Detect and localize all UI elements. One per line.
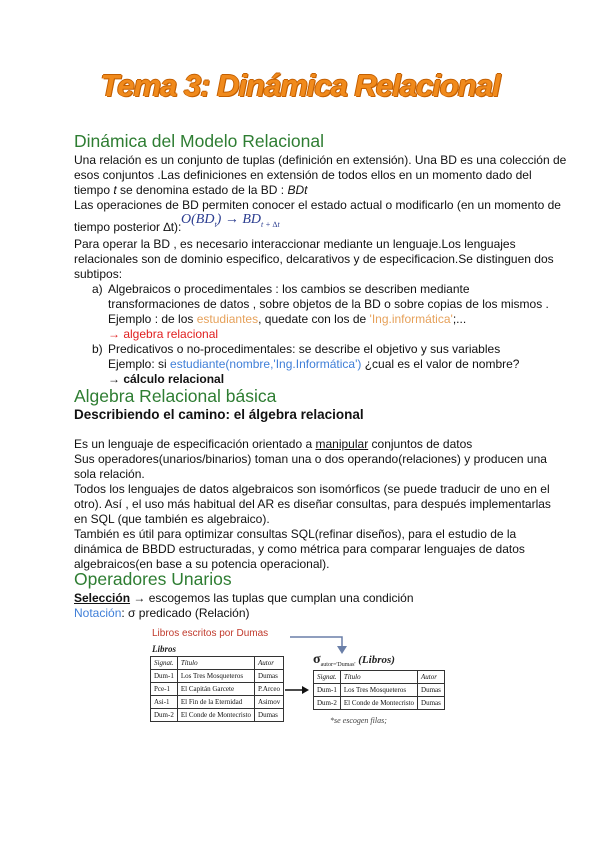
t: Notación [74, 606, 122, 620]
cell: Dumas [255, 709, 284, 722]
s1-line-2: esos conjuntos .Las definiciones en extensión de todos ellos en un momento dado del [74, 168, 532, 182]
s2-line-5: otro). Así , el uso más habitual del AR es diseñar consultas, para después implementarlas [74, 497, 551, 511]
s1-line-6: Para operar la BD , es necesario interaccionar mediante un lenguaje.Los lenguajes [74, 237, 516, 251]
cell: Los Tres Mosqueteros [340, 684, 417, 697]
item-b-result: → cálculo relacional [108, 372, 225, 386]
cell: Dum-1 [314, 684, 341, 697]
table-header-row [151, 657, 284, 670]
t: Ejemplo: si [108, 357, 171, 371]
col-header: Signat. [314, 671, 341, 684]
cell: Dum-2 [151, 709, 178, 722]
operation-formula [181, 212, 280, 229]
figure-table-name: Libros [152, 644, 177, 654]
item-a-line-1: Algebraicos o procedimentales : los cambios se describen mediante [108, 282, 470, 296]
t: Ejemplo : de los [108, 312, 197, 326]
t: estudiantes [196, 312, 259, 326]
s1-line-8: subtipos: [74, 267, 123, 281]
col-header: Título [340, 671, 417, 684]
t: conjuntos de datos [368, 437, 473, 451]
t: → escogemos las tuplas que cumplan una condición [130, 591, 414, 605]
text: se denomina estado de la BD : [116, 183, 288, 197]
f: O(BD [181, 212, 215, 227]
s2-line-8: dinámica de BBDD estructuradas, y como métrica para comparar lenguajes de datos [74, 542, 525, 556]
cell: Dumas [255, 670, 284, 683]
right-arrow-head [302, 686, 309, 694]
cell: Pce-1 [151, 683, 178, 696]
var-bdt: BDt [287, 183, 308, 197]
notacion-line [74, 606, 250, 621]
s2-line-6: en SQL (que también es algebraico). [74, 512, 270, 526]
t: Selección [74, 591, 131, 605]
col-header: Signat. [151, 657, 178, 670]
s1-line-7: relacionales son de dominio especifico, delcarativos y de especificacion.Se distinguen dos [74, 252, 554, 266]
list-marker-b: b) [92, 342, 103, 356]
t: manipular [315, 437, 369, 451]
s2-line-9: algebraicos(en base a su potencia operacional). [74, 557, 330, 571]
heading-dinamica: Dinámica del Modelo Relacional [74, 131, 324, 151]
list-marker-a: a) [92, 282, 103, 296]
cell: Dumas [418, 697, 445, 710]
cell: Dum-2 [314, 697, 341, 710]
s1-line-4: Las operaciones de BD permiten conocer el estado actual o modificarlo (en un momento de [74, 198, 561, 212]
cell: El Capitán Garcete [177, 683, 254, 696]
cell: Asi-1 [151, 696, 178, 709]
table-row [151, 696, 284, 709]
predicate: autor='Dumas' [320, 662, 356, 669]
var-t: t [113, 183, 117, 197]
cell: Los Tres Mosqueteros [177, 670, 254, 683]
down-arrow-icon [290, 637, 342, 648]
item-b-line-1: Predicativos o no-procedimentales: se describe el objetivo y sus variables [108, 342, 501, 356]
s2-line-1 [74, 437, 472, 452]
col-header: Autor [418, 671, 445, 684]
table-row [314, 697, 445, 710]
t: Es un lenguaje de especificación orientado a [74, 437, 316, 451]
s2-line-4: Todos los lenguajes de datos algebraicos son isomórficos (se puede traducir de uno en el [74, 482, 550, 496]
heading-unarios: Operadores Unarios [74, 569, 232, 589]
t: ¿cual es el valor de nombre? [361, 357, 520, 371]
s1-line-5: tiempo posterior ∆t): [74, 220, 182, 234]
seleccion-line [74, 591, 414, 606]
figure-note: *se escogen filas; [330, 716, 387, 725]
s1-line-1: Una relación es un conjunto de tuplas (definición en extensión). Una BD es una colección de [74, 153, 567, 167]
cell: El Conde de Montecristo [340, 697, 417, 710]
item-a-line-2: transformaciones de datos , sobre objetos de la BD o sobre copias de los mismos . [108, 297, 549, 311]
t: , quedate con los de [258, 312, 370, 326]
item-a-line-3 [108, 312, 466, 327]
table-row [151, 683, 284, 696]
text: tiempo [74, 183, 114, 197]
item-a-result: → algebra relacional [108, 327, 219, 341]
libros-table [150, 656, 284, 722]
figure-caption: Libros escritos por Dumas [152, 628, 269, 639]
item-b-line-2 [108, 357, 519, 372]
s1-line-3 [74, 183, 308, 198]
f: t [214, 219, 217, 229]
table-row [151, 709, 284, 722]
table-header-row [314, 671, 445, 684]
table-row [151, 670, 284, 683]
page-title: Tema 3: Dinámica Relacional [100, 68, 500, 103]
s2-line-7: También es útil para optimizar consultas SQL(refinar diseños), para el estudio de la [74, 527, 517, 541]
s2-line-2: Sus operadores(unarios/binarios) toman una o dos operando(relaciones) y producen una [74, 452, 547, 466]
f: t + ∆t [261, 219, 280, 229]
cell: Dum-1 [151, 670, 178, 683]
cell: Dumas [418, 684, 445, 697]
cell: El Fin de la Eternidad [177, 696, 254, 709]
t: 'Ing.informática' [369, 312, 453, 326]
heading-algebra: Algebra Relacional básica [74, 386, 277, 406]
sigma-symbol: σ [313, 652, 321, 667]
cell: P.Arceo [255, 683, 284, 696]
cell: Asimov [255, 696, 284, 709]
result-table [313, 670, 445, 710]
t: ;... [452, 312, 467, 326]
t: : σ predicado (Relación) [121, 606, 250, 620]
col-header: Título [177, 657, 254, 670]
relation: (Libros) [355, 654, 395, 666]
t: estudiante(nombre,'Ing.Informática') [170, 357, 362, 371]
col-header: Autor [255, 657, 284, 670]
s2-line-3: sola relación. [74, 467, 145, 481]
subheading-algebra: Describiendo el camino: el álgebra relacional [74, 407, 364, 422]
selection-expression [313, 652, 395, 668]
table-row [314, 684, 445, 697]
cell: El Conde de Montecristo [177, 709, 254, 722]
f: ) → BD [216, 212, 261, 227]
